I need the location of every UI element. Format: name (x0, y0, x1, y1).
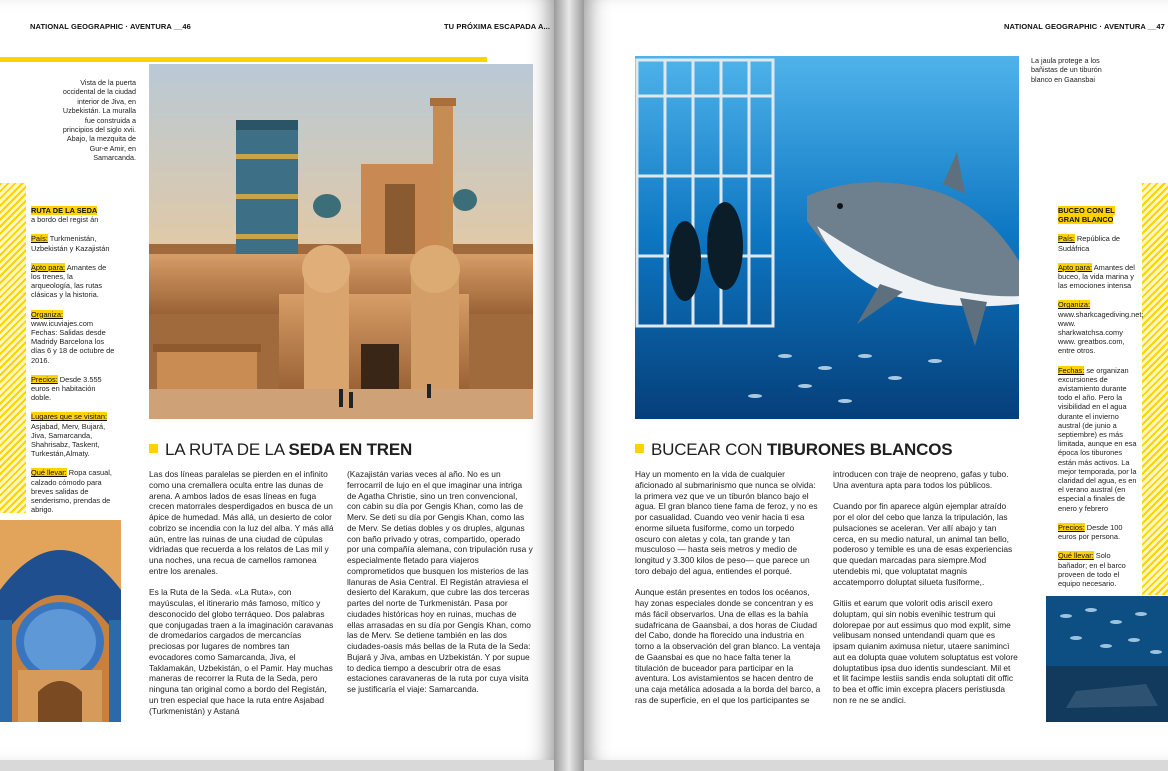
sidebar-label: Fechas: (1058, 365, 1085, 375)
sidebar-item-organizer (1058, 300, 1144, 356)
folio-right: NATIONAL GEOGRAPHIC · AVENTURA __47 (1004, 22, 1165, 31)
sidebar-label: Organiza: (1058, 300, 1091, 310)
left-page (0, 0, 554, 760)
book-gutter (554, 0, 584, 771)
sidebar-text: Asjabad, Merv, Bujará, Jiva, Samarcanda, Shahrisabz, Taskent, Turkestán,Almaty. (31, 421, 106, 459)
section-title-bold: TIBURONES BLANCOS (766, 440, 953, 459)
sidebar-title: BUCEO CON EL GRAN BLANCO (1058, 206, 1115, 225)
gur-e-amir-photo (0, 520, 121, 722)
sidebar-text: se organizan excursiones de avistamiento durante todo el año. Pero la visibilidad en el agua durante el invierno austral (de junio a septiembre) es más limitada, aunque en esa época los tiburones están más activos. La mejor temporada, por la claridad del agua, es en el verano austral (en especial a finales de enero y febrero (1058, 365, 1137, 513)
section-title-sharks (635, 440, 952, 460)
shark-illustration (635, 56, 1019, 419)
folio-section: TU PRÓXIMA ESCAPADA A... (444, 22, 551, 31)
khiva-illustration (149, 64, 533, 419)
sidebar-text: Ropa casual, calzado cómodo para breves salidas de senderismo, prendas de abrigo. (31, 468, 112, 515)
mosque-illustration (0, 520, 121, 722)
sidebar-hatch (0, 183, 26, 513)
khiva-photo (149, 64, 533, 419)
sidebar-subtitle: a bordo del regist án (31, 215, 99, 225)
sidebar-text: www.icuviajes.com Fechas: Salidas desde Madridy Barcelona los días 6 y 18 de octubre de 2016. (31, 318, 115, 365)
section-title-bold: SEDA EN TREN (288, 440, 413, 459)
body-column-2 (833, 469, 1019, 716)
paragraph: Hay un momento en la vida de cualquier aficionado al submarinismo que nunca se olvida: la primera vez que ve un tiburón blanco bajo el agua. El gran blanco tiene fama de feroz, y no es por casualidad. Cuando veo venir hacia ti esa enorme silueta fusiforme, como un torpedo oscuro con aletas y cola, tan grande y tan musculoso — hasta seis metros y medio de longitud y 3.300 kilos de peso— que parece un toro debajo del agua, entiendes el porqué. (635, 469, 818, 576)
yellow-rule (0, 57, 487, 62)
sidebar-heading (31, 206, 115, 224)
sidebar-text: República de Sudáfrica (1058, 234, 1121, 253)
folio-left: NATIONAL GEOGRAPHIC · AVENTURA __46 (30, 22, 191, 31)
title-square-marker (149, 444, 158, 453)
section-title-light: LA RUTA DE LA (165, 440, 289, 459)
sidebar-title: RUTA DE LA SEDA (31, 206, 98, 215)
paragraph: Cuando por fin aparece algún ejemplar atraído por el olor del cebo que lanza la tripulación, las pulsaciones se aceleran. Ver allí abajo y tan cerca, en su medio natural, un animal tan bello, poderoso y temible es una de esas experiencias que quedan marcadas para siempre.Mod utendebis mi, que voluptatat magnis accatemporro doluptat silueta fusiforme,. (833, 501, 1013, 587)
sidebar-label: Precios: (1058, 522, 1085, 532)
sidebar-label: País: (31, 234, 48, 244)
paragraph: Aunque están presentes en todos los océanos, hay zonas especiales donde se concentran y es más fácil observarlos. Una de ellas es la bahía sudafricana de Gaansbai, a dos horas de Ciudad del Cabo, donde ha florecido una industria en torno a la observación del gran blanco. La ventaja de Gaansbai es que no hace falta tener la titulación de buceador para participar en la aventura. Los avistamientos se hacen dentro de una caja metálica adosada a la borda del barco, a ras de superficie, en el que los participantes se (635, 587, 821, 705)
body-column-2 (347, 469, 533, 706)
right-page (584, 0, 1168, 760)
fish-school-photo (1046, 596, 1168, 722)
fish-illustration (1046, 596, 1168, 722)
sidebar-item-prices (1058, 523, 1138, 541)
sidebar-label: País: (1058, 234, 1075, 244)
sidebar-label: Qué llevar: (31, 468, 67, 478)
body-column-1 (635, 469, 821, 716)
sidebar-item-dates (1058, 366, 1138, 513)
paragraph: Las dos líneas paralelas se pierden en el infinito como una cremallera oculta entre las dunas de arena. A ambos lados de esas líneas en fuga crecen matorrales desperdigados en busca de un ápice de humedad. Más allá, un desierto de color cobrizo se incendia con la luz del alba. Y más allá aún, entre las ruinas de una ciudad de cúpulas vidriadas que recuerda a los relatos de Las mil y una noches, una recua de camellos ramonea entre los arenales. (149, 469, 334, 576)
sidebar-item-country (31, 234, 115, 252)
sidebar-text: Amantes del buceo, la vida marina y las emociones intensa (1058, 262, 1135, 291)
sidebar-hatch (1142, 183, 1168, 595)
sidebar-item-packing (31, 468, 115, 514)
sidebar-label: Precios: (31, 374, 58, 384)
paragraph: Es la Ruta de la Seda. «La Ruta», con mayúsculas, el itinerario más famoso, mítico y desconocido del globo terráqueo. Dos palabras que conjugadas traen a la imaginación caravanas de dromedarios cargados de mercancías preciosas por lugares de nombres tan evocadores como Samarcanda, Jiva, el Taklamakán, Uzbekistán, o el Pamir. Hay muchas maneras de recorrer la Ruta de la Seda, pero ninguna tan original como a bordo del Registán, un tren especial que hace la ruta entre Asjabad (Turkmenistán) y Astaná (149, 587, 334, 716)
paragraph: Gitiis et earum que volorit odis ariscil exero doluptam, qui sin nobis evenihic testrum qui dolorepae por aut essimus quo mod explit, sime velibusam nonsed untendandi quam que es ipsam quianim aximusa nietur, utaere sanimincì aut ea dolupta quae volutem soluptatus est volore doluptatibus ipsa duo identis sundesciant. Mil et et lit facimpe lestiis sandis enda soluptati dit offic to bea et offic imin excepra placers peristiusda non re ne se andici. (833, 598, 1018, 705)
sidebar-label: Apto para: (1058, 262, 1093, 272)
sidebar-item-packing (1058, 551, 1138, 588)
section-title-silk-road (149, 440, 412, 460)
sidebar-label: Qué llevar: (1058, 551, 1094, 561)
diving-info-sidebar (1058, 206, 1144, 598)
sidebar-item-organizer (31, 310, 115, 365)
section-title-light: BUCEAR CON (651, 440, 767, 459)
sidebar-label: Organiza: (31, 309, 64, 319)
sidebar-text: Desde 100 euros por persona. (1058, 522, 1123, 542)
photo-caption: La jaula protege a los bañistas de un tiburón blanco en Gaansbai (1031, 56, 1102, 84)
sidebar-text: Solo bañador; en el barco proveen de todo el equipo necesario. (1058, 551, 1126, 588)
sidebar-item-audience (31, 263, 115, 300)
sidebar-item-audience (1058, 263, 1138, 291)
sidebar-item-places (31, 412, 115, 458)
sidebar-heading (1058, 206, 1138, 224)
sidebar-text: Amantes de los trenes, la arqueología, las rutas clásicas y la historia. (31, 262, 107, 300)
sidebar-item-prices (31, 375, 115, 403)
sidebar-text: Desde 3.555 euros en habitación doble. (31, 374, 102, 403)
sidebar-label: Lugares que se visitan: (31, 412, 108, 422)
paragraph: (Kazajistán varias veces al año. No es un ferrocarril de lujo en el que imaginar una intriga de Agatha Christie, sino un tren convencional, con cabin su día por Gengis Khan, como las de Merv. Se deti su día por Gengis Khan, como las de Merv. Se detias dobles y os druples, algunas con baño privado y otras, compartido, operado por una compañía alemana, con tripulación rusa y especialmente fletado para viajeros comprometidos que busquen los misterios de las llanuras de Asia Central. El Registán atraviesa el desierto del Karakum, que cubre las dos terceras partes del norte de Turkmenistán. Pasa por ciudades históricas hoy en ruinas, muchas de ellas arrasadas en su día por Gengis Khan, como las de Merv. Se detiene también en las dos ciudades-oasis más bellas de la Ruta de la Seda: Bujará y Jiva, ambas en Uzbekistán. Y por supue to dedica tiempo a descubrir otra de esas estaciones caravaneras de la ruta por cuya visita se justificaría el viaje: Samarcanda. (347, 469, 533, 694)
photo-caption: Vista de la puerta occidental de la ciudad interior de Jiva, en Uzbekistán. La muralla fue construida a principios del siglo xvii. Abajo, la mezquita de Gur-e Amir, en Samarcanda. (62, 78, 136, 163)
sidebar-label: Apto para: (31, 262, 66, 272)
route-info-sidebar (31, 206, 115, 524)
sidebar-text: www.sharkcagediving.net; www. sharkwatchsa.comy www. greatbos.com, entre otros. (1058, 309, 1144, 356)
paragraph: introducen con traje de neopreno, gafas y tubo. Una aventura apta para todos los públicos. (833, 469, 1009, 490)
shark-cage-photo (635, 56, 1019, 419)
title-square-marker (635, 444, 644, 453)
body-column-1 (149, 469, 335, 727)
sidebar-text: Turkmenistán, Uzbekistán y Kazajistán (31, 234, 110, 253)
sidebar-item-country (1058, 234, 1138, 252)
